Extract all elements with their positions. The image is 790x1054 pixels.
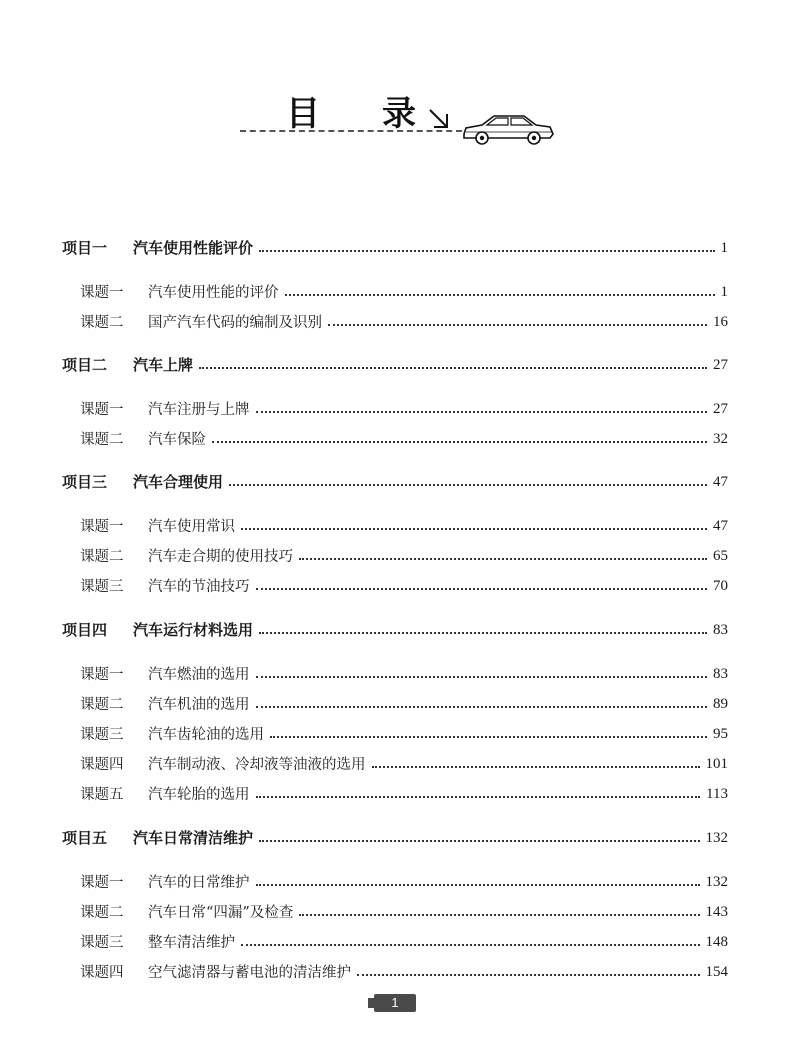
- dot-leader: [256, 796, 701, 798]
- dot-leader: [212, 441, 707, 443]
- dot-leader: [199, 367, 707, 369]
- entry-title: 汽车的节油技巧: [148, 578, 250, 595]
- page-number-badge: 1: [374, 994, 416, 1012]
- toc-lesson-entry[interactable]: [80, 276, 728, 300]
- entry-page-number: 89: [713, 696, 728, 712]
- toc-lesson-entry[interactable]: [80, 423, 728, 447]
- title-char-1: 目: [286, 94, 320, 134]
- dot-leader: [259, 250, 714, 252]
- entry-title: 汽车合理使用: [133, 473, 224, 491]
- entry-number: 课题二: [80, 314, 124, 331]
- entry-number: 课题三: [80, 934, 124, 951]
- entry-page-number: 83: [713, 666, 728, 682]
- entry-title: 汽车齿轮油的选用: [148, 726, 264, 743]
- dot-leader: [256, 884, 700, 886]
- entry-number: 课题二: [80, 431, 124, 448]
- entry-title: 汽车的日常维护: [148, 874, 250, 891]
- arrow-down-right-icon: [428, 108, 450, 130]
- toc-lesson-entry[interactable]: [80, 688, 728, 712]
- toc-project-entry[interactable]: [62, 614, 728, 638]
- toc-lesson-entry[interactable]: [80, 540, 728, 564]
- toc-lesson-entry[interactable]: [80, 926, 728, 950]
- entry-number: 项目二: [62, 356, 108, 374]
- toc-lesson-entry[interactable]: [80, 866, 728, 890]
- toc-lesson-entry[interactable]: [80, 778, 728, 802]
- entry-page-number: 47: [713, 518, 728, 534]
- toc-project-entry[interactable]: [62, 466, 728, 490]
- title-char-2: 录: [382, 94, 416, 134]
- entry-title: 汽车运行材料选用: [133, 621, 254, 639]
- entry-title: 汽车日常“四漏”及检查: [148, 904, 294, 921]
- entry-title: 汽车使用性能评价: [133, 239, 254, 257]
- entry-number: 项目三: [62, 473, 108, 491]
- entry-number: 课题一: [80, 401, 124, 418]
- entry-page-number: 83: [713, 622, 728, 638]
- entry-page-number: 143: [705, 904, 728, 920]
- entry-page-number: 132: [705, 830, 728, 846]
- entry-number: 课题四: [80, 756, 124, 773]
- toc-lesson-entry[interactable]: [80, 570, 728, 594]
- dot-leader: [259, 632, 707, 634]
- entry-page-number: 65: [713, 548, 728, 564]
- dot-leader: [328, 324, 707, 326]
- dot-leader: [372, 766, 700, 768]
- entry-number: 课题一: [80, 666, 124, 683]
- entry-number: 课题三: [80, 726, 124, 743]
- entry-title: 汽车保险: [148, 431, 206, 448]
- toc-lesson-entry[interactable]: [80, 393, 728, 417]
- page-header: [0, 0, 790, 160]
- dot-leader: [299, 914, 699, 916]
- dot-leader: [241, 528, 707, 530]
- entry-number: 项目一: [62, 239, 108, 257]
- entry-page-number: 16: [713, 314, 728, 330]
- dot-leader: [285, 294, 715, 296]
- entry-page-number: 70: [713, 578, 728, 594]
- entry-number: 课题一: [80, 284, 124, 301]
- entry-title: 汽车日常清洁维护: [133, 829, 254, 847]
- entry-title: 汽车使用性能的评价: [148, 284, 279, 301]
- entry-page-number: 113: [706, 786, 728, 802]
- entry-title: 汽车注册与上牌: [148, 401, 250, 418]
- entry-number: 课题二: [80, 548, 124, 565]
- dot-leader: [256, 411, 708, 413]
- entry-number: 课题三: [80, 578, 124, 595]
- entry-number: 课题二: [80, 904, 124, 921]
- entry-title: 国产汽车代码的编制及识别: [148, 314, 322, 331]
- entry-page-number: 132: [705, 874, 728, 890]
- car-icon: [460, 108, 556, 148]
- entry-title: 汽车机油的选用: [148, 696, 250, 713]
- entry-number: 项目四: [62, 621, 108, 639]
- entry-page-number: 101: [705, 756, 728, 772]
- toc-lesson-entry[interactable]: [80, 658, 728, 682]
- entry-page-number: 32: [713, 431, 728, 447]
- dot-leader: [357, 974, 700, 976]
- toc-project-entry[interactable]: [62, 822, 728, 846]
- toc-lesson-entry[interactable]: [80, 306, 728, 330]
- dot-leader: [259, 840, 699, 842]
- dot-leader: [229, 484, 707, 486]
- entry-title: 空气滤清器与蓄电池的清洁维护: [148, 964, 351, 981]
- entry-page-number: 47: [713, 474, 728, 490]
- dot-leader: [256, 676, 708, 678]
- header-dashed-rule: [240, 130, 462, 132]
- entry-page-number: 1: [720, 284, 728, 300]
- entry-title: 汽车燃油的选用: [148, 666, 250, 683]
- entry-number: 课题二: [80, 696, 124, 713]
- entry-page-number: 154: [705, 964, 728, 980]
- entry-title: 汽车上牌: [133, 356, 194, 374]
- toc-project-entry[interactable]: [62, 349, 728, 373]
- toc-lesson-entry[interactable]: [80, 956, 728, 980]
- entry-title: 汽车制动液、冷却液等油液的选用: [148, 756, 366, 773]
- dot-leader: [241, 944, 700, 946]
- entry-number: 课题五: [80, 786, 124, 803]
- entry-title: 汽车轮胎的选用: [148, 786, 250, 803]
- dot-leader: [270, 736, 707, 738]
- entry-page-number: 148: [705, 934, 728, 950]
- entry-page-number: 1: [720, 240, 728, 256]
- entry-number: 课题一: [80, 874, 124, 891]
- toc-lesson-entry[interactable]: [80, 718, 728, 742]
- entry-page-number: 27: [713, 401, 728, 417]
- entry-page-number: 95: [713, 726, 728, 742]
- toc-lesson-entry[interactable]: [80, 748, 728, 772]
- dot-leader: [256, 706, 708, 708]
- entry-title: 汽车走合期的使用技巧: [148, 548, 293, 565]
- toc-lesson-entry[interactable]: [80, 510, 728, 534]
- dot-leader: [299, 558, 707, 560]
- entry-title: 汽车使用常识: [148, 518, 235, 535]
- toc-project-entry[interactable]: [62, 232, 728, 256]
- entry-page-number: 27: [713, 357, 728, 373]
- entry-number: 课题一: [80, 518, 124, 535]
- dot-leader: [256, 588, 708, 590]
- entry-title: 整车清洁维护: [148, 934, 235, 951]
- entry-number: 课题四: [80, 964, 124, 981]
- toc-lesson-entry[interactable]: [80, 896, 728, 920]
- entry-number: 项目五: [62, 829, 108, 847]
